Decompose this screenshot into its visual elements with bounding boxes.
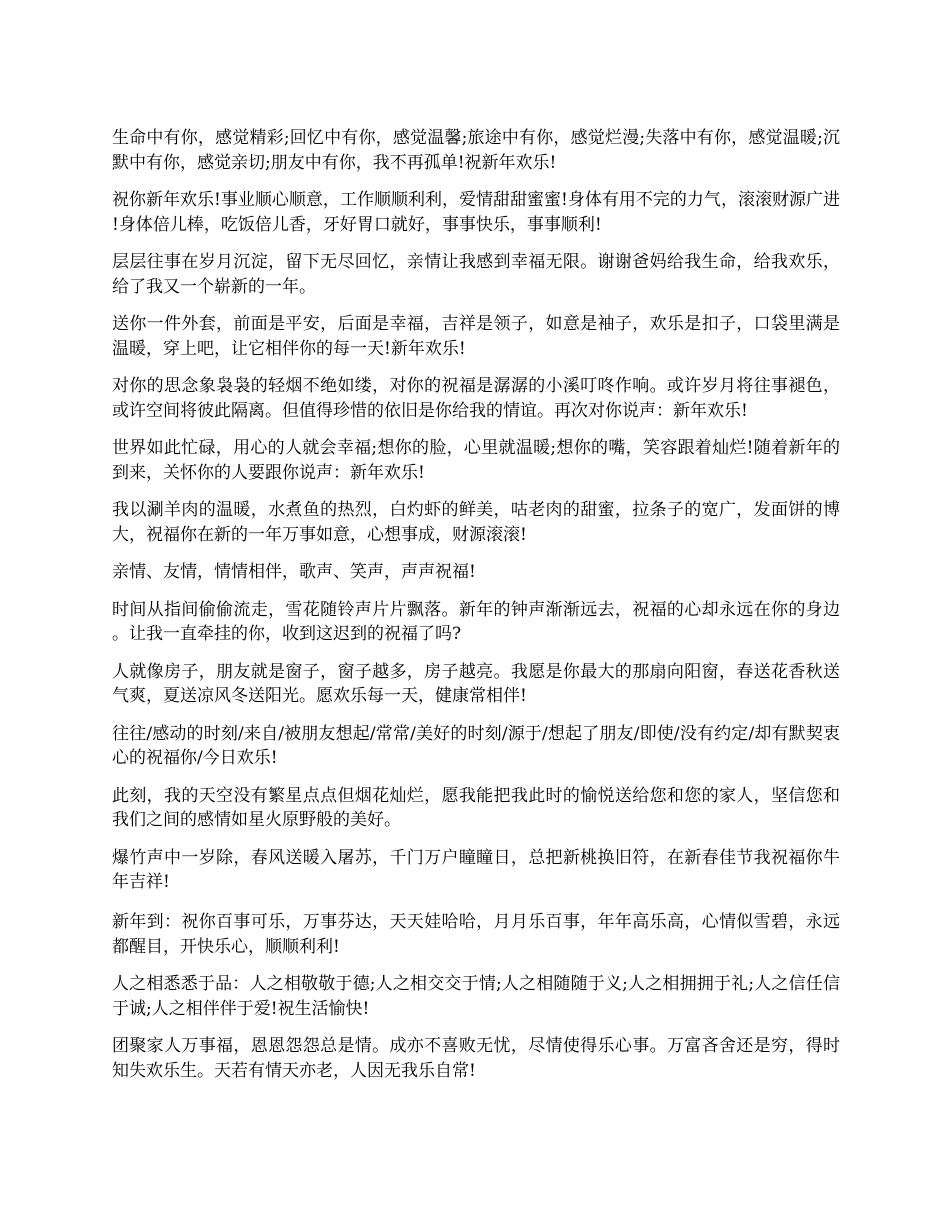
paragraph: 对你的思念象袅袅的轻烟不绝如缕，对你的祝福是潺潺的小溪叮咚作响。或许岁月将往事褪色，或许空间将彼此隔离。但值得珍惜的依旧是你给我的情谊。再次对你说声：新年欢乐! — [112, 376, 840, 421]
greetings-section-2 — [112, 910, 840, 1096]
paragraph: 人之相悉悉于品：人之相敬敬于德;人之相交交于情;人之相随随于义;人之相拥拥于礼;人之信任信于诚;人之相伴伴于爱!祝生活愉快! — [112, 974, 840, 1019]
paragraph: 爆竹声中一岁除，春风送暖入屠苏，千门万户瞳瞳日，总把新桃换旧符，在新春佳节我祝福你牛年吉祥! — [112, 847, 840, 892]
paragraph: 我以涮羊肉的温暖，水煮鱼的热烈，白灼虾的鲜美，咕老肉的甜蜜，拉条子的宽广，发面饼的博大，祝福你在新的一年万事如意，心想事成，财源滚滚! — [112, 500, 840, 545]
paragraph: 此刻，我的天空没有繁星点点但烟花灿烂，愿我能把我此时的愉悦送给您和您的家人，坚信您和我们之间的感情如星火原野般的美好。 — [112, 785, 840, 830]
greetings-section-1 — [112, 126, 840, 908]
paragraph: 人就像房子，朋友就是窗子，窗子越多，房子越亮。我愿是你最大的那扇向阳窗，春送花香秋送气爽，夏送凉风冬送阳光。愿欢乐每一天，健康常相伴! — [112, 661, 840, 706]
paragraph: 团聚家人万事福，恩恩怨怨总是情。成亦不喜败无忧，尽情使得乐心事。万富吝舍还是穷，得时知失欢乐生。天若有情天亦老，人因无我乐自常! — [112, 1036, 840, 1081]
paragraph: 新年到：祝你百事可乐，万事芬达，天天娃哈哈，月月乐百事，年年高乐高，心情似雪碧，永远都醒目，开快乐心，顺顺利利! — [112, 912, 840, 957]
paragraph: 生命中有你，感觉精彩;回忆中有你，感觉温馨;旅途中有你，感觉烂漫;失落中有你，感觉温暖;沉默中有你，感觉亲切;朋友中有你，我不再孤单!祝新年欢乐! — [112, 128, 840, 173]
paragraph: 祝你新年欢乐!事业顺心顺意，工作顺顺利利，爱情甜甜蜜蜜!身体有用不完的力气，滚滚财源广进!身体倍儿棒，吃饭倍儿香，牙好胃口就好，事事快乐，事事顺利! — [112, 190, 840, 235]
paragraph: 时间从指间偷偷流走，雪花随铃声片片飘落。新年的钟声渐渐远去，祝福的心却永远在你的身边。让我一直牵挂的你，收到这迟到的祝福了吗? — [112, 599, 840, 644]
paragraph: 世界如此忙碌，用心的人就会幸福;想你的脸，心里就温暖;想你的嘴，笑容跟着灿烂!随着新年的到来，关怀你的人要跟你说声：新年欢乐! — [112, 438, 840, 483]
paragraph: 往往/感动的时刻/来自/被朋友想起/常常/美好的时刻/源于/想起了朋友/即使/没有约定/却有默契衷心的祝福你/今日欢乐! — [112, 723, 840, 768]
paragraph: 层层往事在岁月沉淀，留下无尽回忆，亲情让我感到幸福无限。谢谢爸妈给我生命，给我欢乐，给了我又一个崭新的一年。 — [112, 252, 840, 297]
paragraph: 亲情、友情，情情相伴，歌声、笑声，声声祝福! — [112, 562, 476, 582]
paragraph: 送你一件外套，前面是平安，后面是幸福，吉祥是领子，如意是袖子，欢乐是扣子，口袋里满是温暖，穿上吧，让它相伴你的每一天!新年欢乐! — [112, 314, 840, 359]
